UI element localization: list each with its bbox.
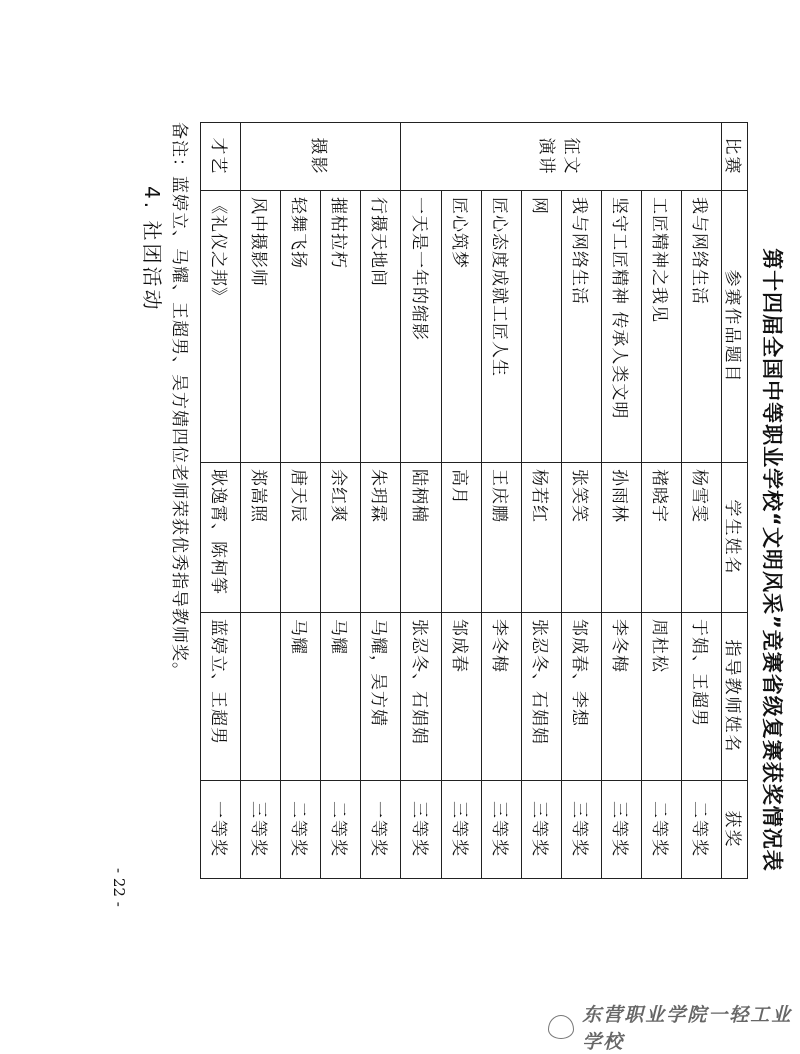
table-row: [481, 123, 521, 879]
category-photography: [241, 123, 401, 191]
teacher-name: 邹成春、李想: [561, 613, 601, 781]
footnote: 备注：蓝婷立、马耀、王超男、吴方婧四位老师荣获优秀指导教师奖。: [169, 122, 189, 680]
table-row: [521, 123, 561, 879]
teacher-name: 马耀: [321, 613, 361, 781]
table-row: [401, 123, 441, 879]
teacher-name: 李冬梅: [481, 613, 521, 781]
work-title: 坚守工匠精神 传承人类文明: [601, 191, 641, 463]
teacher-name: 于娟、王超男: [681, 613, 721, 781]
category-talent: [201, 123, 241, 191]
student-name: 郑嵩照: [241, 463, 281, 613]
table-row: [561, 123, 601, 879]
school-logo-icon: [548, 1015, 574, 1039]
prize-level: 三等奖: [241, 781, 281, 879]
student-name: 朱玥霖: [361, 463, 401, 613]
student-name: 耿逸霄、陈柯筝: [201, 463, 241, 613]
work-title: 匠心筑梦: [441, 191, 481, 463]
work-title: 匠心态度成就工匠人生: [481, 191, 521, 463]
prize-level: 二等奖: [321, 781, 361, 879]
work-title: 工匠精神之我见: [641, 191, 681, 463]
work-title: 轻舞飞扬: [281, 191, 321, 463]
table-row: [321, 123, 361, 879]
table-row: [281, 123, 321, 879]
category-label: 才艺: [208, 137, 229, 176]
awards-table: [200, 122, 748, 879]
header-category: 比赛: [722, 123, 748, 191]
table-row: [241, 123, 281, 879]
teacher-name: 张忍冬、石娟娟: [401, 613, 441, 781]
work-title: 我与网络生活: [681, 191, 721, 463]
header-teacher: 指导教师姓名: [722, 613, 748, 781]
table-header-row: [722, 123, 748, 879]
watermark: [548, 1000, 800, 1054]
page-title: 第十四届全国中等职业学校“文明风采”竞赛省级复赛获奖情况表: [760, 248, 784, 872]
student-name: 高月: [441, 463, 481, 613]
prize-level: 三等奖: [561, 781, 601, 879]
work-title: 我与网络生活: [561, 191, 601, 463]
teacher-name: 李冬梅: [601, 613, 641, 781]
header-work: 参赛作品题目: [722, 191, 748, 463]
teacher-name: 张忍冬、石娟娟: [521, 613, 561, 781]
prize-level: 三等奖: [521, 781, 561, 879]
table-row: [641, 123, 681, 879]
prize-level: 二等奖: [681, 781, 721, 879]
prize-level: 二等奖: [281, 781, 321, 879]
prize-level: 一等奖: [361, 781, 401, 879]
table-row: [601, 123, 641, 879]
work-title: 摧枯拉朽: [321, 191, 361, 463]
work-title: 网: [521, 191, 561, 463]
prize-level: 三等奖: [481, 781, 521, 879]
student-name: 杨若红: [521, 463, 561, 613]
header-student: 学生姓名: [722, 463, 748, 613]
table-row: [681, 123, 721, 879]
teacher-name: 马耀: [281, 613, 321, 781]
prize-level: 一等奖: [201, 781, 241, 879]
teacher-name: 周杜松: [641, 613, 681, 781]
teacher-name: 蓝婷立、王超男: [201, 613, 241, 781]
student-name: 孙雨林: [601, 463, 641, 613]
table-row: [201, 123, 241, 879]
work-title: 风中摄影师: [241, 191, 281, 463]
student-name: 褚晓宇: [641, 463, 681, 613]
prize-level: 三等奖: [401, 781, 441, 879]
category-label: 摄影: [308, 137, 329, 176]
work-title: 一天是一年的缩影: [401, 191, 441, 463]
work-title: 《礼仪之邦》: [201, 191, 241, 463]
student-name: 余红爽: [321, 463, 361, 613]
section-heading: 4. 社团活动: [140, 186, 164, 313]
prize-level: 三等奖: [601, 781, 641, 879]
table-row: [361, 123, 401, 879]
teacher-name: [241, 613, 281, 781]
teacher-name: 马耀，吴方婧: [361, 613, 401, 781]
student-name: 王庆鹏: [481, 463, 521, 613]
student-name: 唐天辰: [281, 463, 321, 613]
work-title: 行摄天地间: [361, 191, 401, 463]
prize-level: 三等奖: [441, 781, 481, 879]
category-essay-speech: [401, 123, 722, 191]
teacher-name: 邹成春: [441, 613, 481, 781]
student-name: 张笑笑: [561, 463, 601, 613]
prize-level: 二等奖: [641, 781, 681, 879]
category-label: 征文: [561, 137, 582, 176]
student-name: 杨雪雯: [681, 463, 721, 613]
watermark-text: 东营职业学院一轻工业学校: [582, 1004, 793, 1053]
category-label: 演讲: [536, 137, 557, 176]
student-name: 陆柄楠: [401, 463, 441, 613]
header-prize: 获奖: [722, 781, 748, 879]
table-row: [441, 123, 481, 879]
page-number: - 22 -: [110, 868, 128, 907]
